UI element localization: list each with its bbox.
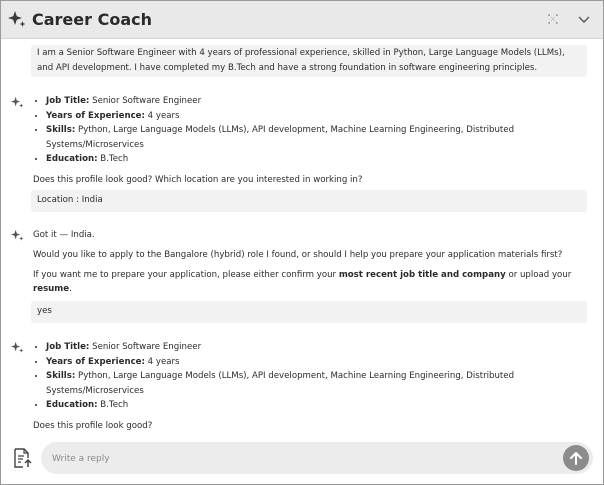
assistant-line: Would you like to apply to the Bangalore (hybrid) role I found, or should I help you prepare your application materials first? [33,250,563,260]
reply-input-container [41,442,593,474]
assistant-line: Got it — India. [33,230,95,240]
profile-item: • Job Title: Senior Software Engineer [46,340,589,355]
expand-icon[interactable] [545,11,561,27]
assistant-sparkle-icon [10,228,25,243]
user-message [31,45,587,77]
profile-item: • Skills: Python, Large Language Models (LLMs), API development, Machine Learning Engineering, Distributed Systems/Microservices [46,369,589,398]
profile-item: • Job Title: Senior Software Engineer [46,94,589,109]
chat-area[interactable] [1,39,603,439]
profile-item: • Years of Experience: 4 years [46,109,589,124]
arrow-up-icon [569,450,583,466]
message-text: Location : India [37,195,103,205]
composer-bar [1,439,603,484]
sparkle-logo-icon [7,9,27,29]
assistant-message [33,228,589,296]
assistant-message [33,94,589,187]
assistant-line: If you want me to prepare your application, please either confirm your most recent job title and company or upload your resume. [33,270,572,294]
profile-item: • Skills: Python, Large Language Models (LLMs), API development, Machine Learning Engineering, Distributed Systems/Microservices [46,123,589,152]
reply-input[interactable] [50,450,554,468]
profile-item: • Education: B.Tech [46,398,589,413]
upload-document-icon[interactable] [12,447,34,469]
assistant-question: Does this profile look good? [33,420,153,431]
user-message [31,190,587,212]
profile-item: • Years of Experience: 4 years [46,355,589,370]
assistant-sparkle-icon [10,95,25,110]
profile-list [33,340,589,413]
profile-item: • Education: B.Tech [46,152,589,167]
send-button[interactable] [563,445,589,471]
assistant-question: Does this profile look good? Which location are you interested in working in? [33,174,363,185]
profile-list [33,94,589,167]
message-text: I am a Senior Software Engineer with 4 years of professional experience, skilled in Python, Large Language Models (LLMs), and API development. I have completed my B.Tech and have a strong foundation in software engineering principles. [37,48,565,73]
assistant-message [33,340,589,433]
assistant-sparkle-icon [10,340,25,355]
header-bar [1,1,603,39]
message-text: yes [37,306,52,316]
chevron-down-icon[interactable] [576,11,592,27]
user-message [31,301,587,323]
app-title: Career Coach [32,10,152,29]
